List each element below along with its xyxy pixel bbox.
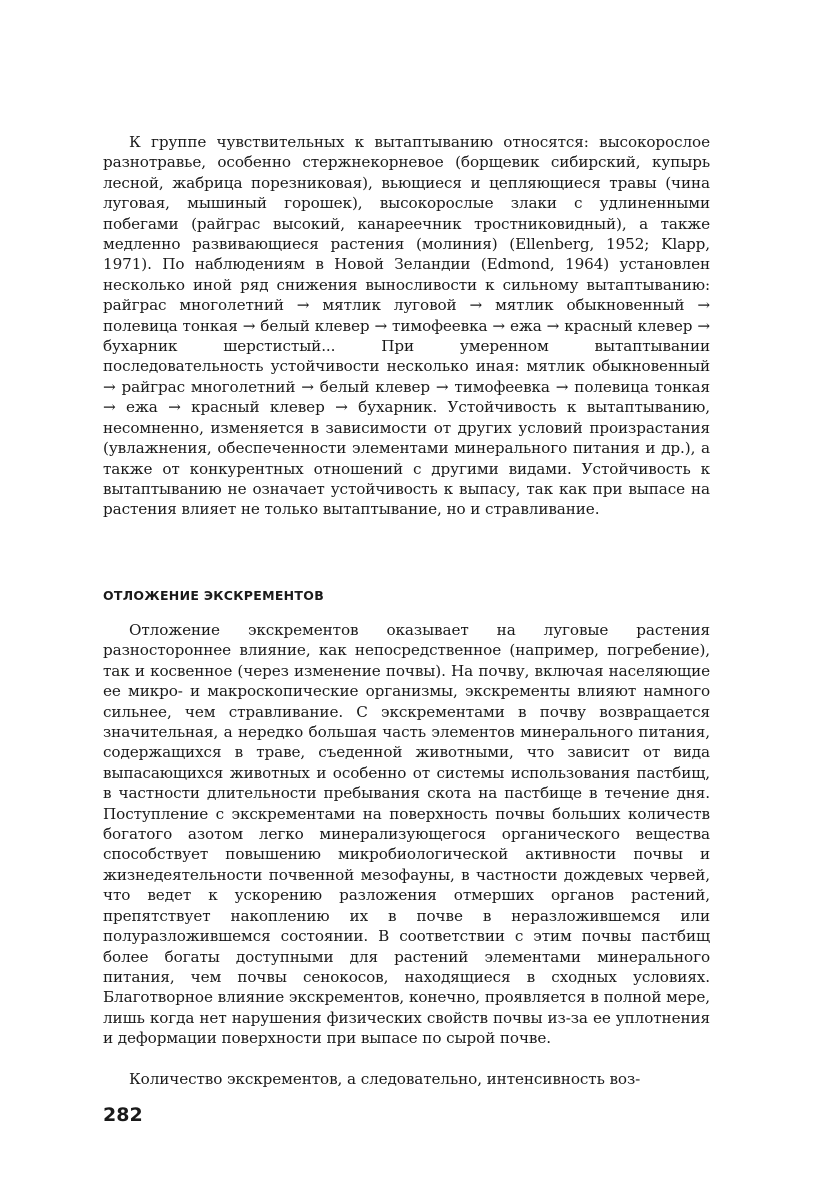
- paragraph-text: Отложение экскрементов оказывает на луговые растения разностороннее влияние, как непосредственное (например, погребение), так и косвенное (через изменение почвы). На почву, включая населяющие ее микро- и макроскопические организмы, экскременты влияют намного сильнее, чем стравливание. С экскрементами в почву возвращается значительная, а нередко большая часть элементов минерального питания, содержащихся в траве, съеденной животными, что зависит от вида выпасающихся животных и особенно от системы использования пастбищ, в частности длительности пребывания скота на пастбище в течение дня. Поступление с экскрементами на поверхность почвы больших количеств богатого азотом легко минерализующегося органического вещества способствует повышению микробиологической активности почвы и жизнедеятельности почвенной мезофауны, в частности дождевых червей, что ведет к ускорению разложения отмерших органов растений, препятствует накоплению их в почве в неразложившемся или полуразложившемся состоянии. В соответствии с этим почвы пастбищ более богаты доступными для растений элементами минерального питания, чем почвы сенокосов, находящиеся в сходных условиях. Благотворное влияние экскрементов, конечно, проявляется в полной мере, лишь когда нет нарушения физических свойств почвы из-за ее уплотнения и деформации поверхности при выпасе по сырой почве.: [103, 621, 710, 1048]
- paragraph-excrement-quantity: [103, 1069, 710, 1089]
- page-number: 282: [103, 1104, 143, 1126]
- section-heading: ОТЛОЖЕНИЕ ЭКСКРЕМЕНТОВ: [103, 588, 325, 603]
- paragraph-text: К группе чувствительных к вытаптыванию относятся: высокорослое разнотравье, особенно стержнекорневое (борщевик сибирский, купырь лесной, жабрица порезниковая), вьющиеся и цепляющиеся травы (чина луговая, мышиный горошек), высокорослые злаки с удлиненными побегами (райграс высокий, канареечник тростниковидный), а также медленно развивающиеся растения (молиния) (Ellenberg, 1952; Klapp, 1971). По наблюдениям в Новой Зеландии (Edmond, 1964) установлен несколько иной ряд снижения выносливости к сильному вытаптыванию: райграс многолетний → мятлик луговой → мятлик обыкновенный → полевица тонкая → белый клевер → тимофеевка → ежа → красный клевер → бухарник шерстистый... При умеренном вытаптывании последовательность устойчивости несколько иная: мятлик обыкновенный → райграс многолетний → белый клевер → тимофеевка → полевица тонкая → ежа → красный клевер → бухарник. Устойчивость к вытаптыванию, несомненно, изменяется в зависимости от других условий произрастания (увлажнения, обеспеченности элементами минерального питания и др.), а также от конкурентных отношений с другими видами. Устойчивость к вытаптыванию не означает устойчивость к выпасу, так как при выпасе на растения влияет не только вытаптывание, но и стравливание.: [103, 133, 710, 519]
- paragraph-trampling-resistance: [103, 132, 710, 520]
- paragraph-excrement-effects: [103, 620, 710, 1049]
- paragraph-text: Количество экскрементов, а следовательно, интенсивность воз-: [129, 1070, 641, 1088]
